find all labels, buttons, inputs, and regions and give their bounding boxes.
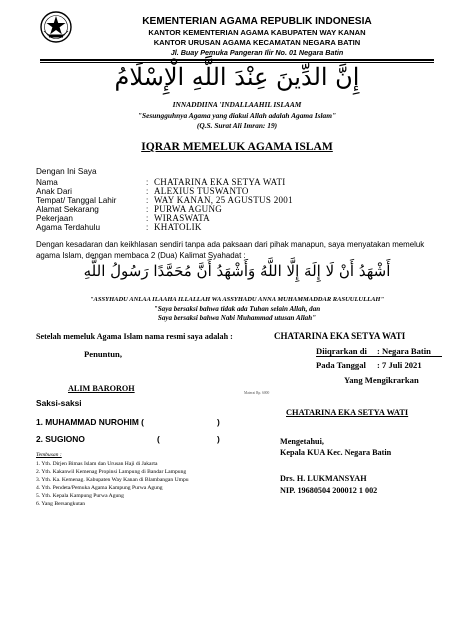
verse-arabic: إِنَّ الدِّينَ عِنْدَ اللَّهِ الْإِسْلَامُ xyxy=(114,63,360,91)
witness-1-name: 1. MUHAMMAD NUROHIM ( xyxy=(36,417,144,427)
date-value: : 7 Juli 2021 xyxy=(377,360,422,370)
new-name-label: Setelah memeluk Agama Islam nama resmi saya adalah : xyxy=(36,332,233,341)
identity-colon: : xyxy=(146,223,149,232)
letterhead-office: KANTOR KEMENTERIAN AGAMA KABUPATEN WAY KANAN xyxy=(148,28,366,37)
identity-label: Alamat Sekarang xyxy=(36,205,99,214)
document-title: IQRAR MEMELUK AGAMA ISLAM xyxy=(141,140,333,153)
approval-line-1: Mengetahui, xyxy=(280,437,324,446)
identity-colon: : xyxy=(146,214,149,223)
identity-colon: : xyxy=(146,178,149,187)
identity-value: ALEXIUS TUSWANTO xyxy=(154,186,249,196)
letterhead-divider xyxy=(40,59,434,61)
cc-item: 4. Yth. Pendeta/Pemuka Agama Kampung Purwa Agung xyxy=(36,485,163,491)
witness-2-name: 2. SUGIONO xyxy=(36,434,85,444)
witness-1-close: ) xyxy=(217,417,220,427)
cc-item: 3. Yth. Ka. Kemenag. Kabupaten Way Kanan di Blambangan Umpu xyxy=(36,477,189,483)
identity-value: PURWA AGUNG xyxy=(154,204,223,214)
identity-label: Anak Dari xyxy=(36,187,72,196)
approval-name: Drs. H. LUKMANSYAH xyxy=(280,474,367,483)
statement-line-2: agama Islam, dengan membaca 2 (Dua) Kalimat Syahadat : xyxy=(36,251,246,260)
cc-item: 5. Yth. Kepala Kampung Purwa Agung xyxy=(36,493,124,499)
verse-meaning: "Sesungguhnya Agama yang diakui Allah adalah Agama Islam" xyxy=(137,111,337,120)
approval-nip: NIP. 19680504 200012 1 002 xyxy=(280,486,378,495)
verse-latin: INNADDIINA 'INDALLAAHIL ISLAAM xyxy=(172,100,302,109)
place-label: Diiqrarkan di xyxy=(316,346,367,356)
statement-line-1: Dengan kesadaran dan keikhlasan sendiri tanpa ada paksaan dari pihak manapun, saya menyatakan memeluk xyxy=(36,240,425,249)
stamp-note: Materai Rp. 6000 xyxy=(244,391,270,395)
identity-value: WIRASWATA xyxy=(154,213,210,223)
letterhead-ministry: KEMENTERIAN AGAMA REPUBLIK INDONESIA xyxy=(142,16,372,27)
syahadat-meaning-2: Saya bersaksi bahwa Nabi Muhammad utusan Allah" xyxy=(157,314,317,322)
witness-2-close: ) xyxy=(217,434,220,444)
declarer-label: Yang Mengikrarkan xyxy=(344,375,419,385)
identity-value: CHATARINA EKA SETYA WATI xyxy=(154,177,286,187)
cc-item: 6. Yang Bersangkutan xyxy=(36,501,86,507)
verse-source: (Q.S. Surat Ali Imran: 19) xyxy=(196,121,278,130)
guide-label: Penuntun, xyxy=(84,349,122,359)
letterhead-kua: KANTOR URUSAN AGAMA KECAMATAN NEGARA BATIN xyxy=(153,38,361,47)
cc-title: Tembusan : xyxy=(36,452,62,458)
syahadat-meaning-1: "Saya bersaksi bahwa tidak ada Tuhan selain Allah, dan xyxy=(153,305,321,313)
new-name-value: CHATARINA EKA SETYA WATI xyxy=(274,331,406,341)
identity-value: KHATOLIK xyxy=(154,222,202,232)
guide-name: ALIM BAROROH xyxy=(68,384,135,393)
identity-label: Nama xyxy=(36,178,58,187)
cc-item: 2. Yth. Kakanwil Kemenag Propinsi Lampung di Bandar Lampung xyxy=(36,469,187,475)
identity-label: Tempat/ Tanggal Lahir xyxy=(36,196,117,205)
identity-colon: : xyxy=(146,196,149,205)
letterhead-address: Jl. Buay Pemuka Pangeran Ilir No. 01 Negara Batin xyxy=(170,48,344,57)
cc-item: 1. Yth. Dirjen Bimas Islam dan Urusan Haji di Jakarta xyxy=(36,461,158,467)
signing-underline xyxy=(316,356,442,357)
identity-intro: Dengan Ini Saya xyxy=(36,167,97,176)
witnesses-title: Saksi-saksi xyxy=(36,398,82,408)
witness-2-open: ( xyxy=(157,434,160,444)
date-label: Pada Tanggal xyxy=(316,360,366,370)
syahadat-arabic: أَشْهَدُ أَنْ لَا إِلَهَ إِلَّا اللَّهُ وَأَشْهَدُ أَنَّ مُحَمَّدًا رَسُولُ اللَّهِ xyxy=(83,262,391,280)
place-value: : Negara Batin xyxy=(377,346,431,356)
identity-value: WAY KANAN, 25 AGUSTUS 2001 xyxy=(154,195,293,205)
declarer-name: CHATARINA EKA SETYA WATI xyxy=(286,408,409,417)
syahadat-latin: "ASSYHADU ANLAA ILAAHA ILLALLAH WA ASSYHADU ANNA MUHAMMADDAR RASUULULLAH" xyxy=(89,296,385,303)
approval-line-2: Kepala KUA Kec. Negara Batin xyxy=(280,448,392,457)
identity-label: Agama Terdahulu xyxy=(36,223,101,232)
identity-colon: : xyxy=(146,187,149,196)
identity-colon: : xyxy=(146,205,149,214)
identity-label: Pekerjaan xyxy=(36,214,73,223)
